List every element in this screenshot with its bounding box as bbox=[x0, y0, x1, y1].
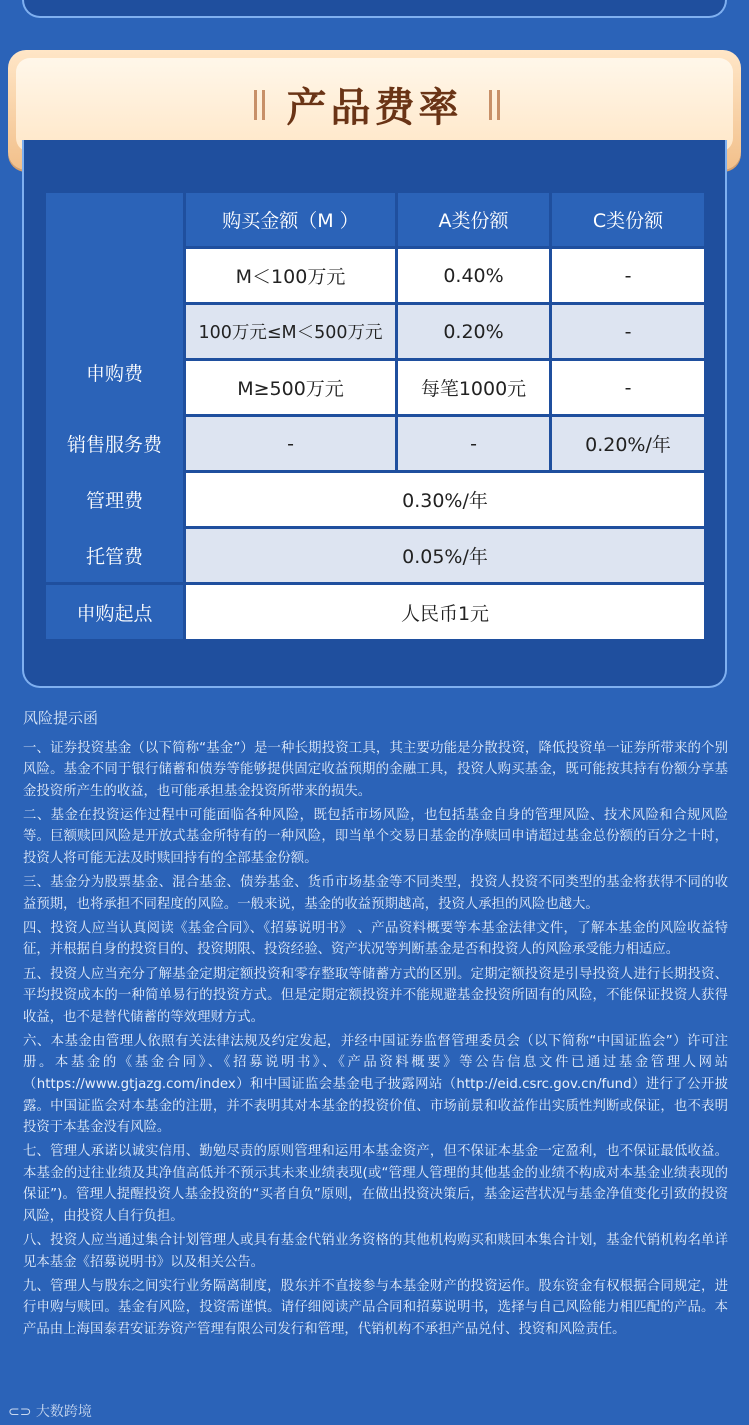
sales-service-a-cell: - bbox=[398, 417, 549, 470]
min-purchase-value: 人民币1元 bbox=[186, 585, 704, 639]
header-purchase-amount: 购买金额（M ） bbox=[186, 193, 395, 246]
risk-disclosure bbox=[23, 708, 728, 1343]
sales-service-amount-cell: - bbox=[186, 417, 395, 470]
watermark-logo-icon: ⊂⊃ bbox=[8, 1404, 36, 1420]
subscription-c-cell: - bbox=[552, 361, 704, 414]
risk-paragraph: 九、管理人与股东之间实行业务隔离制度，股东并不直接参与本基金财产的投资运作。股东资金有权根据合同规定，进行申购与赎回。基金有风险，投资需谨慎。请仔细阅读产品合同和招募说明书，选择与自己风险能力相匹配的产品。本产品由上海国泰君安证券资产管理有限公司发行和管理，代销机构不承担产品兑付、投资和风险责任。 bbox=[23, 1278, 728, 1338]
risk-paragraph: 八、投资人应当通过集合计划管理人或具有基金代销业务资格的其他机构购买和赎回本集合计划，基金代销机构名单详见本基金《招募说明书》以及相关公告。 bbox=[23, 1233, 728, 1270]
risk-paragraph: 一、证券投资基金（以下简称“基金”）是一种长期投资工具，其主要功能是分散投资，降低投资单一证券所带来的个别风险。基金不同于银行储蓄和债券等能够提供固定收益预期的金融工具，投资人购买基金，既可能按其持有份额分享基金投资所产生的收益，也可能承担基金投资所带来的损失。 bbox=[23, 740, 728, 799]
management-fee-label: 管理费 bbox=[46, 473, 183, 526]
risk-paragraph: 五、投资人应当充分了解基金定期定额投资和零存整取等储蓄方式的区别。定期定额投资是引导投资人进行长期投资、平均投资成本的一种简单易行的投资方式。但是定期定额投资并不能规避基金投资所固有的风险，不能保证投资人获得收益，也不是替代储蓄的等效理财方式。 bbox=[23, 966, 728, 1025]
risk-paragraph: 六、本基金由管理人依照有关法律法规及约定发起，并经中国证券监督管理委员会（以下简称“中国证监会”）许可注册。本基金的《基金合同》、《招募说明书》、《产品资料概要》等公告信息文件已通过基金管理人网站（https://www.gtjazg.com/index）和中国证监会基金电子披露网站（http://eid.csrc.gov.cn/fund）进行了公开披露。中国证监会对本基金的注册，并不表明其对本基金的投资价值、市场前景和收益作出实质性判断或保证，也不表明投资于本基金没有风险。 bbox=[23, 1033, 728, 1136]
watermark bbox=[8, 1401, 92, 1421]
custody-fee-value: 0.05%/年 bbox=[186, 529, 704, 582]
subscription-a-cell: 每笔1000元 bbox=[398, 361, 549, 414]
risk-paragraph: 七、管理人承诺以诚实信用、勤勉尽责的原则管理和运用本基金资产，但不保证本基金一定盈利，也不保证最低收益。本基金的过往业绩及其净值高低并不预示其未来业绩表现(或“管理人管理的其他基金的业绩不构成对本基金业绩表现的保证”)。管理人提醒投资人基金投资的“买者自负”原则，在做出投资决策后，基金运营状况与基金净值变化引致的投资风险，由投资人自行负担。 bbox=[23, 1144, 728, 1225]
custody-fee-label: 托管费 bbox=[46, 529, 183, 582]
min-purchase-label: 申购起点 bbox=[46, 585, 183, 639]
header-class-c: C类份额 bbox=[552, 193, 704, 246]
subscription-amount-cell: M≥500万元 bbox=[186, 361, 395, 414]
header-class-a: A类份额 bbox=[398, 193, 549, 246]
risk-paragraph: 三、基金分为股票基金、混合基金、债券基金、货币市场基金等不同类型，投资人投资不同类型的基金将获得不同的收益预期，也将承担不同程度的风险。一般来说，基金的收益预期越高，投资人承担的风险也越大。 bbox=[23, 875, 728, 912]
sales-service-c-cell: 0.20%/年 bbox=[552, 417, 704, 470]
watermark-text: 大数跨境 bbox=[35, 1404, 92, 1420]
subscription-a-cell: 0.40% bbox=[398, 249, 549, 302]
subscription-amount-cell: M＜100万元 bbox=[186, 249, 395, 302]
risk-paragraph: 二、基金在投资运作过程中可能面临各种风险，既包括市场风险，也包括基金自身的管理风险、技术风险和合规风险等。巨额赎回风险是开放式基金所特有的一种风险，即当单个交易日基金的净赎回申请超过基金总份额的百分之十时，投资人将可能无法及时赎回持有的全部基金份额。 bbox=[23, 807, 728, 867]
risk-paragraph: 四、投资人应当认真阅读《基金合同》、《招募说明书》 、产品资料概要等本基金法律文件，了解本基金的风险收益特征，并根据自身的投资目的、投资期限、投资经验、资产状况等判断基金是否和投资人的风险承受能力相适应。 bbox=[23, 920, 728, 958]
subscription-fee-label: 申购费 bbox=[85, 363, 143, 385]
previous-section-card bbox=[22, 0, 727, 18]
subscription-amount-cell: 100万元≤M＜500万元 bbox=[186, 305, 395, 358]
subscription-a-cell: 0.20% bbox=[398, 305, 549, 358]
right-decoration bbox=[497, 90, 500, 120]
risk-heading: 风险提示函 bbox=[23, 709, 99, 727]
sales-service-fee-label: 销售服务费 bbox=[46, 417, 183, 470]
right-decoration bbox=[489, 90, 492, 120]
management-fee-value: 0.30%/年 bbox=[186, 473, 704, 526]
subscription-c-cell: - bbox=[552, 305, 704, 358]
subscription-c-cell: - bbox=[552, 249, 704, 302]
section-header-inner bbox=[16, 58, 733, 152]
section-title: 产品费率 bbox=[286, 85, 463, 131]
